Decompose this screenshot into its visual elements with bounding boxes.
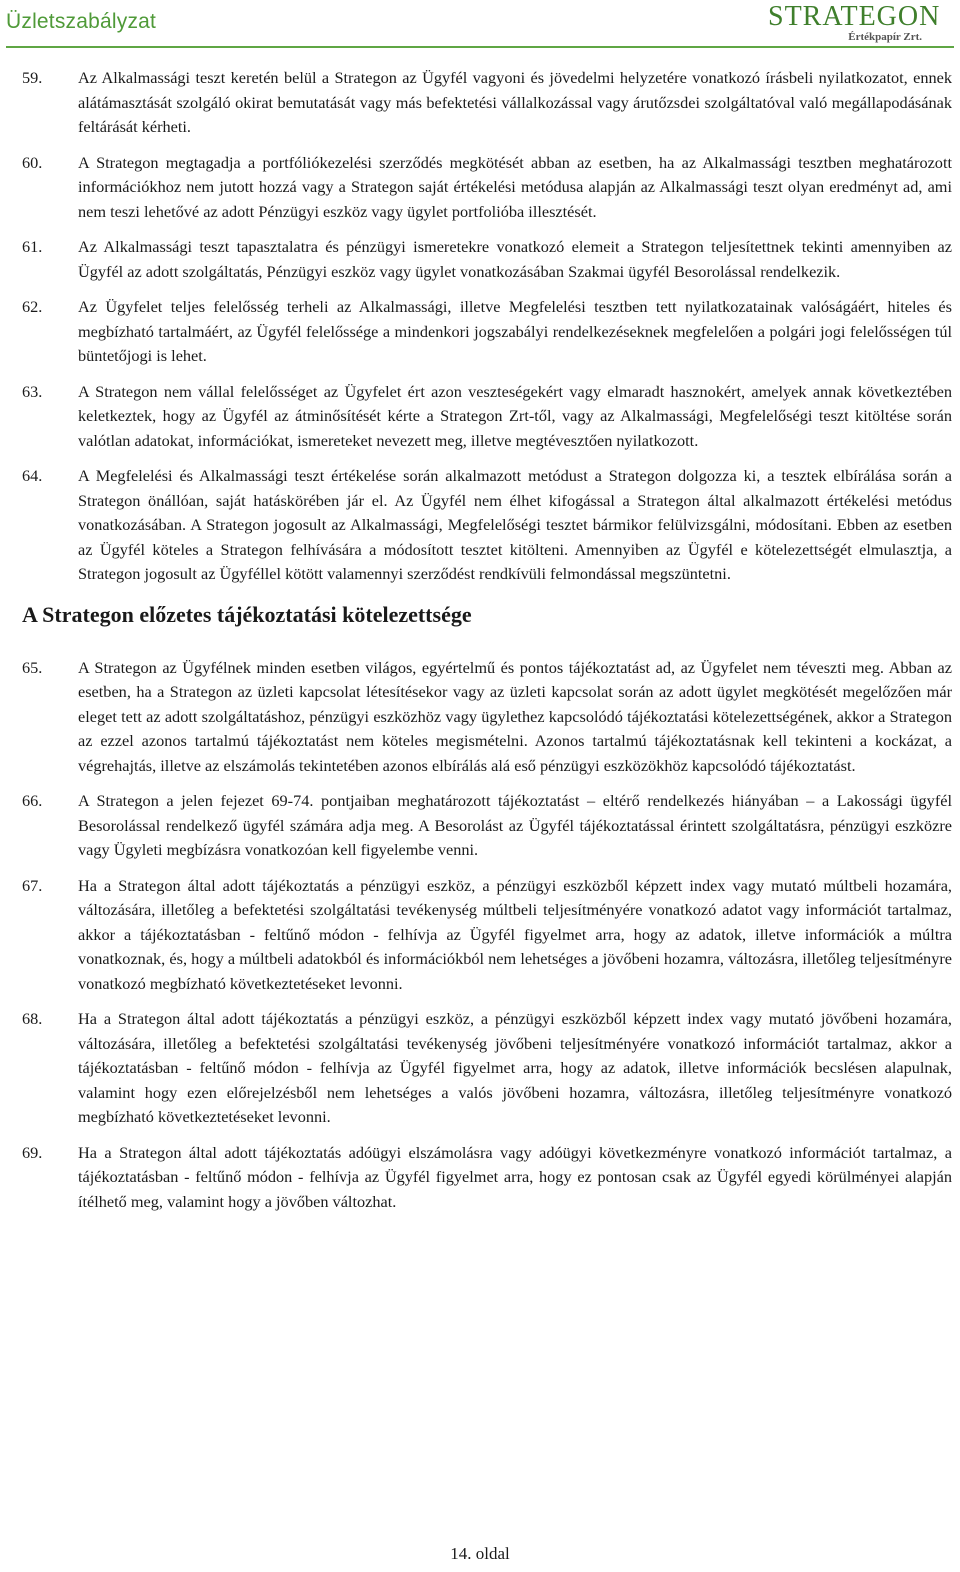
paragraph-number: 60. <box>22 152 43 172</box>
document-body <box>22 66 952 1225</box>
numbered-paragraph <box>22 66 952 140</box>
paragraph-text: A Strategon megtagadja a portfóliókezelési szerződés megkötését abban az esetben, ha az Alkalmassági tesztben meghatározott információkhoz nem jutott hozzá vagy a Strategon saját értékelési metódusa alapján az Alkalmassági teszt olyan eredményt ad, ami nem teszi lehetővé az adott Pénzügyi eszköz vagy ügylet portfolióba illesztését. <box>78 152 952 221</box>
numbered-paragraph <box>22 874 952 997</box>
numbered-paragraph <box>22 1141 952 1215</box>
paragraph-text: Az Alkalmassági teszt keretén belül a Strategon az Ügyfél vagyoni és jövedelmi helyzetére vonatkozó írásbeli nyilatkozatot, ennek alátámasztását szolgáló okirat bemutatását vagy más befektetési vállalkozással vagy árutőzsdei szolgáltatóval való megállapodásának feltárását kérheti. <box>78 68 952 136</box>
numbered-paragraph <box>22 380 952 454</box>
numbered-paragraph <box>22 464 952 587</box>
paragraph-text: Ha a Strategon által adott tájékoztatás a pénzügyi eszköz, a pénzügyi eszközből képzett index vagy mutató múltbeli hozamára, változására, illetőleg a befektetési szolgáltatási tevékenység múltbeli teljesítményére vonatkozó adatot vagy információt tartalmaz, akkor a tájékoztatásban - feltűnő módon - felhívja az Ügyfél figyelmet arra, hogy az adatok, illetve információk a múltra vonatkoznak, és, hogy a múltbeli adatokból és információkból nem lehetséges a jövőbeni hozamra, változásra, illetőleg teljesítményre vonatkozó megbízható következtetéseket levonni. <box>78 875 952 993</box>
paragraph-number: 65. <box>22 657 43 677</box>
logo-name: STRATEGON <box>768 1 941 32</box>
paragraph-list <box>22 656 952 1215</box>
paragraph-text: Az Ügyfelet teljes felelősség terheli az Alkalmassági, illetve Megfelelési tesztben tett nyilatkozatainak valóságáért, hiteles és megbízható tartalmáért, az Ügyfél felelőssége a mindenkori jogszabályi rendelkezéseknek megfelelően a polgári jogi felelősségen túl büntetőjogi is lehet. <box>78 297 952 365</box>
numbered-paragraph <box>22 1007 952 1130</box>
numbered-paragraph <box>22 295 952 369</box>
header-divider <box>6 46 954 48</box>
paragraph-text: A Strategon nem vállal felelősséget az Ügyfelet ért azon veszteségekért vagy elmaradt hasznokért, amelyek annak következtében keletkeztek, hogy az Ügyfél az átminősítését kérte a Strategon Zrt-től, vagy az Alkalmassági, Megfelelőségi teszt kitöltése során valótlan adatokat, információkat, ismereteket nevezett meg, illetve megtévesztően nyilatkozott. <box>78 381 952 450</box>
paragraph-text: Ha a Strategon által adott tájékoztatás a pénzügyi eszköz, a pénzügyi eszközből képzett index vagy mutató jövőbeni hozamára, változására, illetőleg a befektetési szolgáltatási tevékenység jövőbeni teljesítményére vonatkozó információt tartalmaz, akkor a tájékoztatásban - feltűnő módon - felhívja az Ügyfél figyelmet arra, hogy az adatok, illetve információk becslésen alapulnak, valamint hogy ezen előrejelzésből nem lehetséges a valós jövőbeni hozamra, változásra, illetőleg teljesítményre vonatkozó megbízható következtetéseket levonni. <box>78 1009 952 1126</box>
paragraph-number: 64. <box>22 466 43 485</box>
company-logo <box>768 1 941 46</box>
document-title: Üzletszabályzat <box>6 10 157 33</box>
numbered-paragraph <box>22 656 952 779</box>
paragraph-text: Az Alkalmassági teszt tapasztalatra és pénzügyi ismeretekre vonatkozó elemeit a Strategon teljesítettnek tekinti amennyiben az Ügyfél az adott szolgáltatás, Pénzügyi eszköz vagy ügylet vonatkozásában Szakmai ügyfél Besorolással rendelkezik. <box>78 237 952 281</box>
page-number: 14. oldal <box>450 1544 510 1563</box>
numbered-paragraph <box>22 151 952 225</box>
paragraph-number: 63. <box>22 381 43 401</box>
numbered-paragraph <box>22 235 952 284</box>
numbered-paragraph <box>22 789 952 863</box>
paragraph-text: A Megfelelési és Alkalmassági teszt értékelése során alkalmazott metódust a Strategon dolgozza ki, a tesztek elbírálása során a Strategon önállóan, saját hatáskörében jár el. Az Ügyfél nem élhet kifogással a Strategon által alkalmazott értékelési metódus vonatkozásában. A Strategon jogosult az Alkalmassági, Megfelelőségi tesztet bármikor felülvizsgálni, módosítani. Ebben az esetben az Ügyfél köteles a Strategon felhívására a módosított tesztet kitölteni. Amennyiben az Ügyfél e kötelezettségét elmulasztja, a Strategon jogosult az Ügyféllel kötött valamennyi szerződést rendkívüli felmondással megszüntetni. <box>78 466 952 583</box>
paragraph-number: 66. <box>22 791 43 810</box>
logo-subtitle: Értékpapír Zrt. <box>848 31 922 43</box>
paragraph-number: 69. <box>22 1142 43 1162</box>
paragraph-number: 67. <box>22 875 43 895</box>
section-heading: A Strategon előzetes tájékoztatási kötelezettsége <box>22 601 472 627</box>
paragraph-number: 62. <box>22 297 43 316</box>
paragraph-number: 59. <box>22 68 43 87</box>
paragraph-text: A Strategon a jelen fejezet 69-74. pontjaiban meghatározott tájékoztatást – eltérő rendelkezés hiányában – a Lakossági ügyfél Besorolással rendelkező ügyfél számára adja meg. A Besorolást az Ügyfél tájékoztatással érintett szolgáltatásra, pénzügyi eszközre vagy Ügyleti megbízásra vonatkozóan kell figyelembe venni. <box>78 791 952 859</box>
paragraph-list <box>22 66 952 587</box>
paragraph-text: Ha a Strategon által adott tájékoztatás adóügyi elszámolásra vagy adóügyi következményre vonatkozó információt tartalmaz, a tájékoztatásban - feltűnő módon - felhívja az Ügyfél figyelmet arra, hogy ez pontosan csak az Ügyfél egyedi körülményei alapján ítélhető meg, valamint hogy a jövőben változhat. <box>78 1142 952 1211</box>
paragraph-number: 61. <box>22 237 43 256</box>
page-header <box>0 0 960 48</box>
paragraph-number: 68. <box>22 1009 43 1028</box>
paragraph-text: A Strategon az Ügyfélnek minden esetben világos, egyértelmű és pontos tájékoztatást ad, az Ügyfelet nem téveszti meg. Abban az esetben, ha a Strategon az üzleti kapcsolat létesítésekor vagy az üzleti kapcsolat során az adott ügylet megkötését megelőzően már eleget tett az adott szolgáltatáshoz, pénzügyi eszközhöz vagy ügylethez kapcsolódó tájékoztatási kötelezettségének, akkor a Strategon az ezzel azonos tartalmú tájékoztatást nem köteles megismételni. Azonos tartalmú tájékoztatásnak kell tekinteni a kockázat, a végrehajtás, illetve az elszámolás tekintetében azonos elbírálás alá eső pénzügyi eszközökhöz kapcsolódó tájékoztatást. <box>78 657 952 775</box>
